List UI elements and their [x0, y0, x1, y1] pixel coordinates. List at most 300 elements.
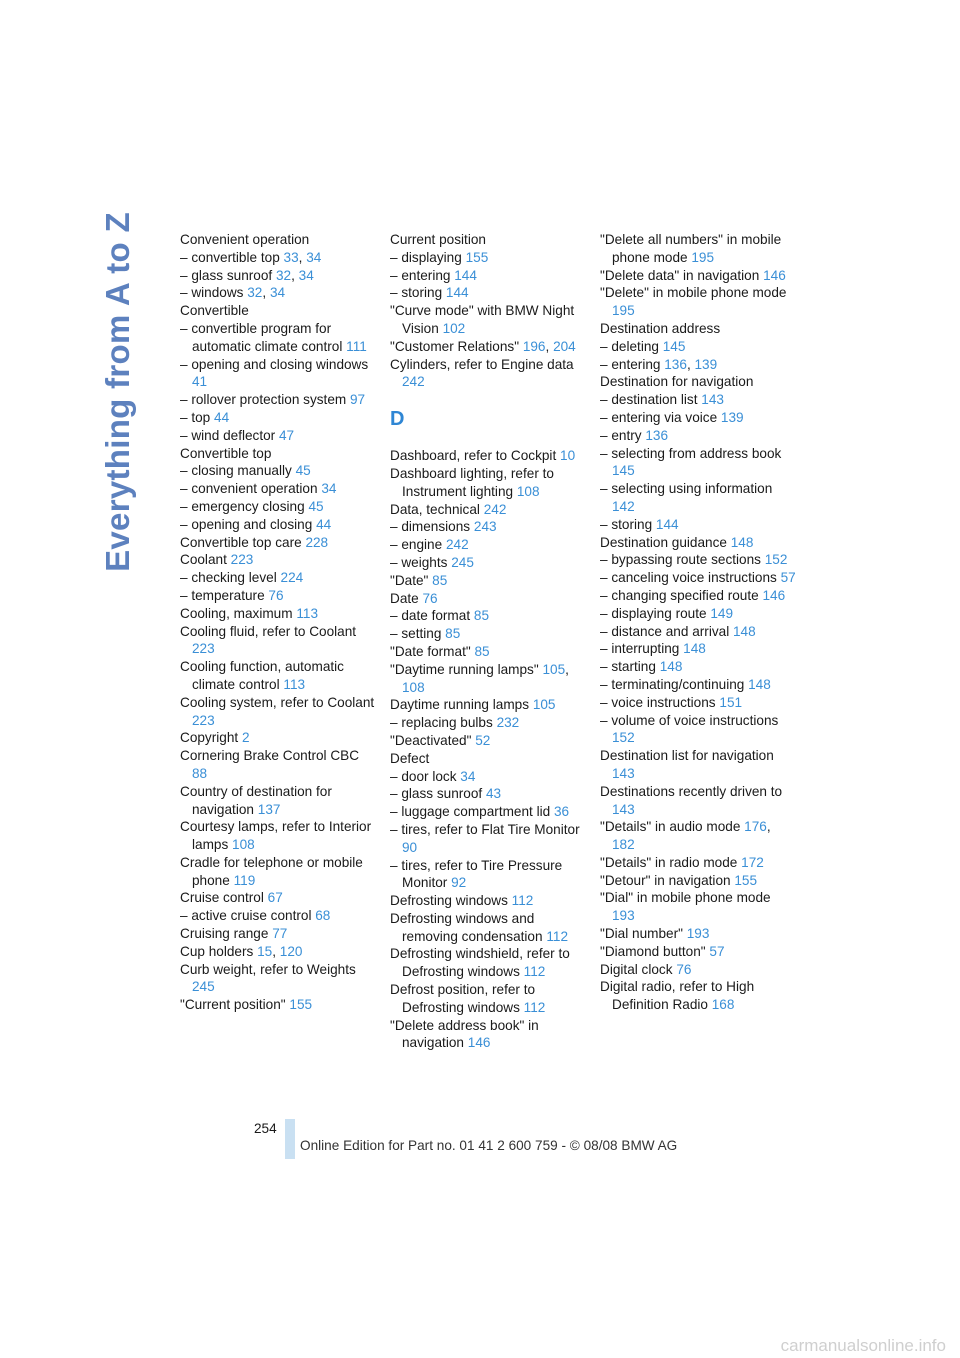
page-link[interactable]: 204: [553, 338, 576, 354]
index-entry: [390, 518, 586, 536]
index-entry: [390, 643, 586, 661]
page-link[interactable]: 119: [233, 872, 256, 888]
page-link[interactable]: 45: [295, 463, 311, 479]
page-link[interactable]: 139: [720, 409, 744, 425]
page-link[interactable]: 120: [279, 943, 303, 959]
index-term: Cornering Brake Control CBC: [180, 748, 360, 764]
page-link[interactable]: 77: [272, 926, 288, 942]
page-link[interactable]: 76: [268, 587, 284, 603]
index-entry: [600, 284, 796, 320]
page-link[interactable]: 111: [346, 338, 367, 354]
page-link[interactable]: 155: [289, 997, 313, 1013]
index-entry: [180, 462, 376, 480]
index-term: Cup holders: [180, 943, 254, 959]
index-term: – displaying: [390, 249, 462, 265]
index-entry: [180, 996, 376, 1014]
index-term: "Detour" in navigation: [600, 872, 731, 888]
page-link[interactable]: 242: [483, 501, 507, 517]
index-entry: [180, 889, 376, 907]
index-term: – canceling voice instructions: [600, 570, 777, 586]
page-link[interactable]: 108: [402, 679, 425, 695]
page-link[interactable]: 52: [475, 732, 491, 748]
page-link[interactable]: 108: [516, 483, 540, 499]
index-entry: [600, 605, 796, 623]
index-entry: [600, 694, 796, 712]
page-link[interactable]: 34: [321, 481, 337, 497]
page-link[interactable]: 152: [612, 730, 635, 746]
page-link[interactable]: 142: [612, 498, 635, 514]
page-link[interactable]: 92: [451, 875, 467, 891]
index-term: – entry: [600, 427, 642, 443]
index-entry: [390, 607, 586, 625]
index-entry: [390, 785, 586, 803]
index-entry: [180, 783, 376, 819]
index-entry: – convertible top 33, 34: [180, 249, 322, 265]
page-link[interactable]: 139: [694, 356, 718, 372]
page-link[interactable]: 193: [686, 926, 710, 942]
page-link[interactable]: 245: [451, 554, 474, 570]
page-link[interactable]: 97: [350, 392, 366, 408]
index-entry: [180, 445, 376, 463]
index-entry: [180, 605, 376, 623]
page-link[interactable]: 193: [612, 908, 635, 924]
page-link[interactable]: 10: [560, 448, 576, 464]
index-term: Courtesy lamps, refer to Interior lamps: [180, 819, 372, 853]
index-entry: [180, 747, 376, 783]
index-term: Cooling system, refer to Coolant: [180, 694, 375, 710]
index-term: – checking level: [180, 570, 277, 586]
index-entry: [600, 747, 796, 783]
index-entry: [180, 569, 376, 587]
page-link[interactable]: 223: [192, 641, 215, 657]
index-entry: [180, 480, 376, 498]
index-entry: [600, 534, 796, 552]
index-term: Cruise control: [180, 890, 264, 906]
page-link[interactable]: 144: [454, 267, 477, 283]
index-term: – changing specified route: [600, 587, 759, 603]
page-link[interactable]: 44: [214, 409, 230, 425]
index-entry: "Details" in audio mode 176, 182: [600, 819, 771, 853]
page-link[interactable]: 44: [316, 516, 332, 532]
index-entry: [180, 729, 376, 747]
index-term: Defect: [390, 750, 430, 766]
index-term: – top: [180, 409, 211, 425]
index-term: "Date format": [390, 643, 471, 659]
index-term: – date format: [390, 608, 471, 624]
index-entry: [600, 961, 796, 979]
index-letter-heading: D: [390, 408, 405, 431]
page-link[interactable]: 242: [445, 537, 469, 553]
page-link[interactable]: 112: [523, 999, 546, 1015]
index-entry: [600, 658, 796, 676]
page-link[interactable]: 168: [711, 997, 735, 1013]
index-term: "Delete address book" in navigation: [390, 1017, 539, 1051]
index-entry: [600, 480, 796, 516]
index-entry: [180, 534, 376, 552]
index-entry: [390, 572, 586, 590]
index-entry: [600, 783, 796, 819]
index-entry: [390, 625, 586, 643]
index-term: – engine: [390, 537, 443, 553]
index-entry: [390, 696, 586, 714]
index-term: Convertible top: [180, 445, 272, 461]
page-link[interactable]: 195: [612, 303, 635, 319]
page-link[interactable]: 136: [645, 427, 669, 443]
page-link[interactable]: 151: [719, 694, 743, 710]
page-link[interactable]: 68: [315, 908, 331, 924]
index-term: Defrosting windows: [390, 893, 508, 909]
index-term: – rollover protection system: [180, 392, 347, 408]
index-entry: [600, 320, 796, 338]
page-link[interactable]: 90: [402, 839, 418, 855]
index-entry: [180, 694, 376, 730]
index-entry: [390, 857, 586, 893]
index-entry: [180, 356, 376, 392]
index-entry: [180, 498, 376, 516]
index-term: Dashboard lighting, refer to Instrument lighting: [390, 465, 554, 499]
page-link[interactable]: 113: [296, 605, 319, 621]
index-term: – deleting: [600, 338, 659, 354]
page-link[interactable]: 113: [283, 676, 306, 692]
index-term: Daytime running lamps: [390, 697, 530, 713]
page-link[interactable]: 145: [662, 338, 686, 354]
index-term: Convertible: [180, 303, 249, 319]
index-term: – voice instructions: [600, 694, 716, 710]
watermark: carmanualsonline.info: [780, 1336, 946, 1355]
index-term: – wind deflector: [180, 427, 276, 443]
page-link[interactable]: 32: [275, 267, 292, 283]
index-term: "Curve mode" with BMW Night Vision: [390, 303, 575, 336]
index-entry: [600, 978, 796, 1014]
index-entry: [180, 409, 376, 427]
index-term: – entering: [600, 356, 661, 372]
index-term: – glass sunroof: [180, 267, 273, 283]
index-entry: [600, 267, 796, 285]
index-entry: [180, 587, 376, 605]
index-term: Cruising range: [180, 926, 269, 942]
page-link[interactable]: 34: [269, 285, 286, 301]
index-entry: [390, 356, 586, 392]
page-link[interactable]: 243: [473, 519, 497, 535]
index-term: Curb weight, refer to Weights: [180, 961, 356, 977]
index-term: – emergency closing: [180, 498, 305, 514]
index-term: Destination guidance: [600, 534, 727, 550]
index-term: – windows: [180, 285, 244, 301]
index-term: Convertible top care: [180, 534, 302, 550]
index-term: – weights: [390, 554, 448, 570]
index-entry: [180, 623, 376, 659]
index-entry: [390, 267, 586, 285]
index-entry: – entering 136, 139: [600, 356, 718, 372]
page-link[interactable]: 57: [780, 570, 796, 586]
index-entry: "Customer Relations" 196, 204: [390, 338, 576, 354]
page-link[interactable]: 112: [523, 964, 546, 980]
page-link[interactable]: 148: [733, 623, 756, 639]
index-entry: [390, 714, 586, 732]
index-term: – terminating/continuing: [600, 676, 745, 692]
footer-edition-text: Online Edition for Part no. 01 41 2 600 759 - © 08/08 BMW AG: [300, 1138, 678, 1153]
index-entry: [600, 569, 796, 587]
index-term: – convertible top: [180, 249, 280, 265]
page-link[interactable]: 148: [730, 534, 754, 550]
page-link[interactable]: 85: [432, 572, 448, 588]
index-entry: [180, 907, 376, 925]
page-link[interactable]: 145: [612, 463, 635, 479]
index-term: "Diamond button": [600, 943, 706, 959]
index-entry: [390, 284, 586, 302]
index-term: "Details" in audio mode: [600, 819, 741, 835]
index-term: "Delete data" in navigation: [600, 267, 760, 283]
page-link[interactable]: 102: [442, 320, 466, 336]
index-term: – volume of voice instructions: [600, 712, 779, 728]
index-term: "Current position": [180, 997, 286, 1013]
page-link[interactable]: 144: [445, 285, 469, 301]
index-entry: [180, 302, 376, 320]
index-term: – active cruise control: [180, 908, 312, 924]
index-term: – interrupting: [600, 641, 680, 657]
page-link[interactable]: 242: [402, 374, 425, 390]
index-term: "Deactivated": [390, 732, 472, 748]
index-term: – destination list: [600, 392, 698, 408]
index-entry: [600, 373, 796, 391]
index-entry: Cup holders 15, 120: [180, 943, 303, 959]
index-term: Defrosting windshield, refer to Defrosting windows: [390, 946, 570, 980]
index-term: – opening and closing: [180, 516, 313, 532]
index-term: – tires, refer to Flat Tire Monitor: [390, 821, 580, 837]
index-term: – glass sunroof: [390, 786, 483, 802]
page-link[interactable]: 47: [279, 427, 295, 443]
index-term: – temperature: [180, 587, 265, 603]
index-term: Destination address: [600, 320, 721, 336]
page-link[interactable]: 32: [247, 285, 263, 301]
side-title: Everything from A to Z: [99, 212, 136, 572]
index-term: – convertible program for automatic climate control: [180, 320, 343, 354]
footer-accent-bar: [285, 1119, 295, 1159]
page-link[interactable]: 67: [267, 890, 283, 906]
page-link[interactable]: 146: [762, 587, 786, 603]
index-entry: [600, 676, 796, 694]
index-entry: [390, 768, 586, 786]
index-term: Destination list for navigation: [600, 748, 774, 764]
index-term: Data, technical: [390, 501, 480, 517]
index-term: "Dial number": [600, 926, 683, 942]
index-term: Destination for navigation: [600, 374, 754, 390]
index-entry: [390, 803, 586, 821]
page-link[interactable]: 15: [257, 943, 273, 959]
page-link[interactable]: 224: [280, 570, 304, 586]
index-term: Cylinders, refer to Engine data: [390, 356, 574, 372]
page-link[interactable]: 176: [744, 819, 767, 835]
index-entry: [390, 249, 586, 267]
index-entry: [390, 945, 586, 981]
index-term: Copyright: [180, 730, 239, 746]
page-link[interactable]: 108: [232, 837, 255, 853]
index-entry: [180, 658, 376, 694]
index-entry: [390, 231, 586, 249]
index-entry: [390, 981, 586, 1017]
index-entry: [180, 961, 376, 997]
index-entry: [600, 551, 796, 569]
index-entry: [600, 391, 796, 409]
index-term: "Daytime running lamps": [390, 661, 539, 677]
index-entry: [600, 872, 796, 890]
page-link[interactable]: 148: [748, 676, 771, 692]
index-term: Destinations recently driven to: [600, 783, 783, 799]
index-entry: [180, 551, 376, 569]
page-link[interactable]: 85: [473, 608, 490, 624]
index-term: Cooling fluid, refer to Coolant: [180, 623, 357, 639]
index-term: Cooling, maximum: [180, 605, 293, 621]
index-entry: [600, 854, 796, 872]
page-link[interactable]: 146: [467, 1035, 491, 1051]
index-entry: "Daytime running lamps" 105, 108: [390, 661, 569, 695]
index-term: – opening and closing windows: [180, 356, 369, 372]
index-entry: [390, 750, 586, 768]
page-link[interactable]: 223: [230, 552, 254, 568]
index-term: Country of destination for navigation: [180, 783, 332, 817]
index-term: "Details" in radio mode: [600, 854, 738, 870]
index-term: "Dial" in mobile phone mode: [600, 890, 771, 906]
index-entry: [390, 821, 586, 857]
index-term: Cooling function, automatic climate control: [180, 659, 344, 692]
page-link[interactable]: 143: [612, 765, 635, 781]
page-link[interactable]: 155: [465, 249, 489, 265]
index-entry: [180, 427, 376, 445]
index-entry: [390, 1017, 586, 1053]
index-term: – replacing bulbs: [390, 715, 493, 731]
index-entry: [390, 501, 586, 519]
index-term: – selecting using information: [600, 481, 773, 497]
index-entry: – windows 32, 34: [180, 285, 286, 301]
index-entry: [600, 925, 796, 943]
index-entry: [390, 732, 586, 750]
index-entry: [390, 910, 586, 946]
index-entry: [390, 302, 586, 338]
index-entry: [180, 320, 376, 356]
page-link[interactable]: 85: [445, 626, 461, 642]
index-term: Convenient operation: [180, 232, 310, 247]
index-column-2: [390, 231, 586, 1052]
page-link[interactable]: 57: [709, 943, 725, 959]
page-link[interactable]: 182: [612, 837, 635, 853]
page-link[interactable]: 196: [522, 338, 546, 354]
page-link[interactable]: 36: [553, 804, 570, 820]
index-entry: [180, 516, 376, 534]
index-entry: [600, 516, 796, 534]
index-term: Digital radio, refer to High Definition Radio: [600, 979, 755, 1013]
index-entry: [600, 640, 796, 658]
index-entry: – glass sunroof 32, 34: [180, 267, 314, 283]
index-entry: [600, 445, 796, 481]
index-term: – starting: [600, 659, 656, 675]
index-term: "Customer Relations": [390, 338, 520, 354]
page-link[interactable]: 172: [741, 854, 764, 870]
index-entry: [600, 409, 796, 427]
index-term: Defrost position, refer to Defrosting windows: [390, 982, 536, 1015]
index-entry: [390, 590, 586, 608]
page-link[interactable]: 137: [257, 801, 281, 817]
page-link[interactable]: 45: [308, 498, 324, 514]
index-term: – bypassing route sections: [600, 552, 761, 568]
page-link[interactable]: 144: [655, 516, 679, 532]
index-entry: [180, 231, 376, 249]
index-term: Coolant: [180, 552, 227, 568]
page-link[interactable]: 105: [532, 697, 556, 713]
index-term: – setting: [390, 626, 442, 642]
page-link[interactable]: 155: [734, 872, 758, 888]
index-entry: [390, 536, 586, 554]
page-link[interactable]: 2: [241, 730, 250, 746]
index-term: – selecting from address book: [600, 445, 782, 461]
index-term: – convenient operation: [180, 481, 318, 497]
index-term: – displaying route: [600, 605, 707, 621]
index-term: – entering: [390, 267, 451, 283]
index-term: – storing: [600, 516, 653, 532]
page-link[interactable]: 34: [306, 249, 322, 265]
page-link[interactable]: 228: [305, 534, 329, 550]
index-entry: [390, 554, 586, 572]
page-link[interactable]: 195: [691, 249, 715, 265]
page-link[interactable]: 85: [474, 643, 490, 659]
index-term: Digital clock: [600, 961, 673, 977]
page-link[interactable]: 143: [612, 801, 635, 817]
page-link[interactable]: 43: [485, 786, 502, 802]
index-column-1: [180, 231, 376, 1014]
index-entry: [180, 925, 376, 943]
index-term: "Delete" in mobile phone mode: [600, 285, 787, 301]
page-link[interactable]: 76: [676, 961, 692, 977]
index-entry: [600, 623, 796, 641]
page-link[interactable]: 143: [701, 392, 724, 408]
index-term: "Delete all numbers" in mobile phone mode: [600, 232, 782, 265]
page-link[interactable]: 112: [511, 893, 534, 909]
page-link[interactable]: 152: [764, 552, 788, 568]
page-link[interactable]: 245: [192, 979, 215, 995]
page-link[interactable]: 105: [542, 661, 566, 677]
index-term: Dashboard, refer to Cockpit: [390, 448, 557, 464]
index-entry: [390, 892, 586, 910]
page-link[interactable]: 223: [192, 712, 215, 728]
index-term: Date: [390, 590, 419, 606]
page-number: 254: [254, 1121, 277, 1136]
page-link[interactable]: 33: [283, 249, 299, 265]
page-link[interactable]: 146: [763, 267, 786, 283]
index-entry: [600, 889, 796, 925]
page-link[interactable]: 148: [659, 659, 683, 675]
page-link[interactable]: 148: [683, 641, 706, 657]
page-link[interactable]: 112: [546, 928, 569, 944]
index-term: – door lock: [390, 768, 457, 784]
index-entry: [390, 465, 586, 501]
index-term: – tires, refer to Tire Pressure Monitor: [390, 857, 563, 891]
page-link[interactable]: 88: [192, 765, 208, 781]
index-entry: [180, 818, 376, 854]
index-entry: [600, 943, 796, 961]
page-link[interactable]: 149: [710, 605, 734, 621]
index-term: – storing: [390, 285, 443, 301]
index-column-3: [600, 231, 796, 1014]
index-term: "Date": [390, 572, 429, 588]
page-link[interactable]: 136: [664, 356, 687, 372]
page-link[interactable]: 76: [422, 590, 438, 606]
page-link[interactable]: 232: [496, 715, 520, 731]
index-entry: [600, 338, 796, 356]
page-link[interactable]: 34: [298, 267, 314, 283]
page-link[interactable]: 41: [192, 374, 208, 390]
index-entry: [180, 854, 376, 890]
index-term: – luggage compartment lid: [390, 804, 551, 820]
page-link[interactable]: 34: [460, 768, 476, 784]
